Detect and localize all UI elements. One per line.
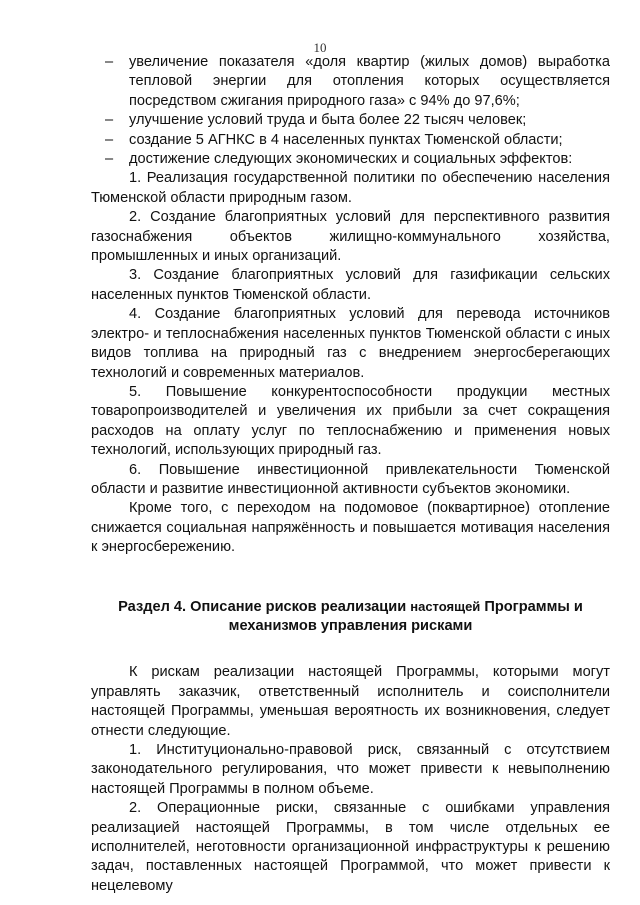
effect-paragraph: 2. Создание благоприятных условий для перспективного развития газоснабжения объектов жилищно-коммунального хозяйства, промышленных и иных организаций. (91, 209, 610, 265)
section-intro: К рискам реализации настоящей Программы, которыми могут управлять заказчик, ответственный исполнитель и соисполнители настоящей Программы, уменьшая вероятность их возникновения, следует отнести следующие. (91, 664, 610, 739)
bullet-item (91, 53, 610, 111)
closing-paragraph: Кроме того, с переходом на подомовое (поквартирное) отопление снижается социальная напряжённость и повышается мотивация населения к энергосбережению. (91, 500, 610, 556)
risk-paragraph: 1. Институционально-правовой риск, связанный с отсутствием законодательного регулирования, что может привести к невыполнению настоящей Программы в полном объеме. (91, 742, 610, 797)
effect-paragraph: 6. Повышение инвестиционной привлекательности Тюменской области и развитие инвестиционной активности субъектов экономики. (91, 461, 610, 497)
bullet-text: достижение следующих экономических и социальных эффектов: (129, 151, 573, 168)
dash-marker: – (105, 54, 114, 70)
heading-part: Программы и механизмов управления рисками (228, 598, 583, 634)
dash-marker: – (105, 112, 114, 129)
section-heading (91, 597, 610, 637)
dash-marker: – (105, 131, 114, 148)
page-content (91, 53, 610, 896)
dash-marker: – (105, 151, 114, 168)
page-number: 10 (313, 40, 327, 55)
bullet-item (91, 131, 610, 150)
bullet-item (91, 150, 610, 169)
effect-paragraph: 4. Создание благоприятных условий для перевода источников электро- и теплоснабжения населенных пунктов Тюменской области с иных видов топлива на природный газ с внедрением энергосберегающих технологий и современных материалов. (91, 306, 610, 381)
bullet-item (91, 111, 610, 130)
risk-paragraph: 2. Операционные риски, связанные с ошибками управления реализацией настоящей Программы, в том числе отдельных ее исполнителей, неготовности организационной инфраструктуры к решению задач, поставленных настоящей Программой, что может привести к нецелевому (91, 800, 610, 894)
heading-part: настоящей (410, 598, 481, 614)
bullet-text: улучшение условий труда и быта более 22 тысяч человек; (129, 112, 527, 129)
effect-paragraph: 5. Повышение конкурентоспособности продукции местных товаропроизводителей и увеличения их прибыли за счет сокращения расходов на оплату услуг по теплоснабжению и применения новых технологий, использующих природный газ. (91, 383, 610, 459)
bullet-text: увеличение показателя «доля квартир (жилых домов) выработка тепловой энергии для отопления которых осуществляется посредством сжигания природного газа» с 94% до 97,6%; (129, 54, 610, 109)
bullet-text: создание 5 АГНКС в 4 населенных пунктах Тюменской области; (129, 131, 563, 148)
effect-paragraph: 3. Создание благоприятных условий для газификации сельских населенных пунктов Тюменской области. (91, 267, 610, 303)
heading-part: Раздел 4. Описание рисков реализации (118, 598, 411, 615)
effect-paragraph: 1. Реализация государственной политики по обеспечению населения Тюменской области природным газом. (91, 170, 610, 206)
